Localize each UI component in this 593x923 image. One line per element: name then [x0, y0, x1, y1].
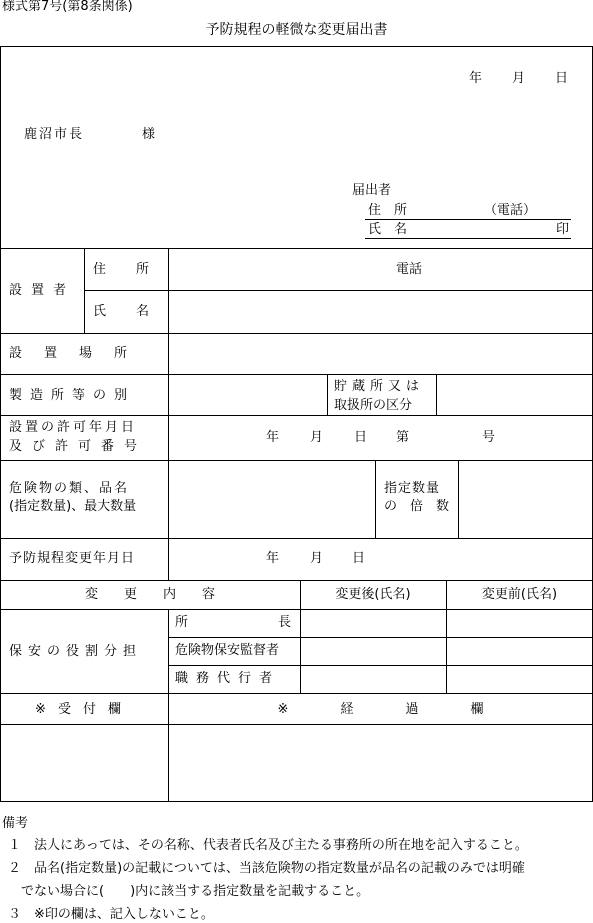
role-supervisor: 危険物保安監督者: [175, 643, 280, 658]
honorific: 様: [142, 127, 156, 142]
permit-date-day: 日: [354, 430, 368, 445]
installer-label: 設置者: [9, 283, 76, 298]
installer-phone-label: 電話: [396, 262, 423, 277]
roles-label: 保安の役割分担: [9, 644, 143, 659]
reception-label: ※受付欄: [35, 702, 133, 717]
note-1: １ 法人にあっては、その名称、代表者氏名及び主たる事務所の所在地を記入すること。: [8, 838, 528, 853]
permit-date-month: 月: [310, 430, 324, 445]
installer-name-label: 氏名: [93, 304, 180, 319]
hazmat-label-1: 危険物の類、品名: [9, 481, 130, 496]
role-chief: 所長: [175, 615, 382, 630]
storage-type-label-2: 取扱所の区分: [334, 398, 413, 413]
permit-no-suffix: 号: [482, 430, 496, 445]
permit-label-1: 設置の許可年月日: [9, 420, 138, 435]
change-date-month: 月: [310, 551, 324, 566]
seal-label: 印: [556, 222, 570, 237]
change-content-header: 変 更 内 容: [84, 587, 215, 602]
form-number: 様式第7号(第8条関係): [2, 0, 133, 14]
change-after-header: 変更後(氏名): [335, 587, 411, 602]
change-date-label: 予防規程変更年月日: [9, 551, 136, 566]
change-date-year: 年: [266, 551, 280, 566]
addressee: 鹿沼市長: [24, 127, 85, 142]
change-date-day: 日: [352, 551, 366, 566]
note-2-cont: でない場合に( )内に該当する指定数量を記載すること。: [8, 884, 370, 899]
hazmat-label-2: (指定数量)、最大数量: [9, 499, 137, 514]
location-label: 設置場所: [9, 346, 150, 361]
note-3: ３ ※印の欄は、記入しないこと。: [8, 907, 214, 922]
note-2: ２ 品名(指定数量)の記載については、当該危険物の指定数量が品名の記載のみでは明確: [8, 861, 525, 876]
ratio-label-2: の 倍 数: [384, 499, 450, 514]
notifier-label: 届出者: [352, 183, 392, 198]
notes-heading: 備考: [2, 816, 29, 831]
notifier-address-label: 住 所: [368, 203, 408, 218]
change-before-header: 変更前(氏名): [481, 587, 558, 602]
permit-label-2: 及び許可番号: [9, 439, 148, 454]
notifier-phone-label: （電話）: [484, 203, 537, 218]
header-date: 年 月 日: [469, 71, 569, 86]
facility-type-label: 製造所等の別: [9, 388, 136, 403]
permit-no-prefix: 第: [396, 430, 410, 445]
installer-address-label: 住所: [93, 262, 180, 277]
permit-date-year: 年: [266, 430, 280, 445]
form-title: 予防規程の軽微な変更届出書: [205, 22, 388, 38]
ratio-label-1: 指定数量: [384, 481, 441, 496]
notifier-name-label: 氏 名: [368, 222, 408, 237]
progress-label: ※ 経 過 欄: [277, 702, 484, 717]
role-deputy: 職務代行者: [175, 671, 281, 686]
storage-type-label-1: 貯蔵所又は: [334, 379, 425, 394]
